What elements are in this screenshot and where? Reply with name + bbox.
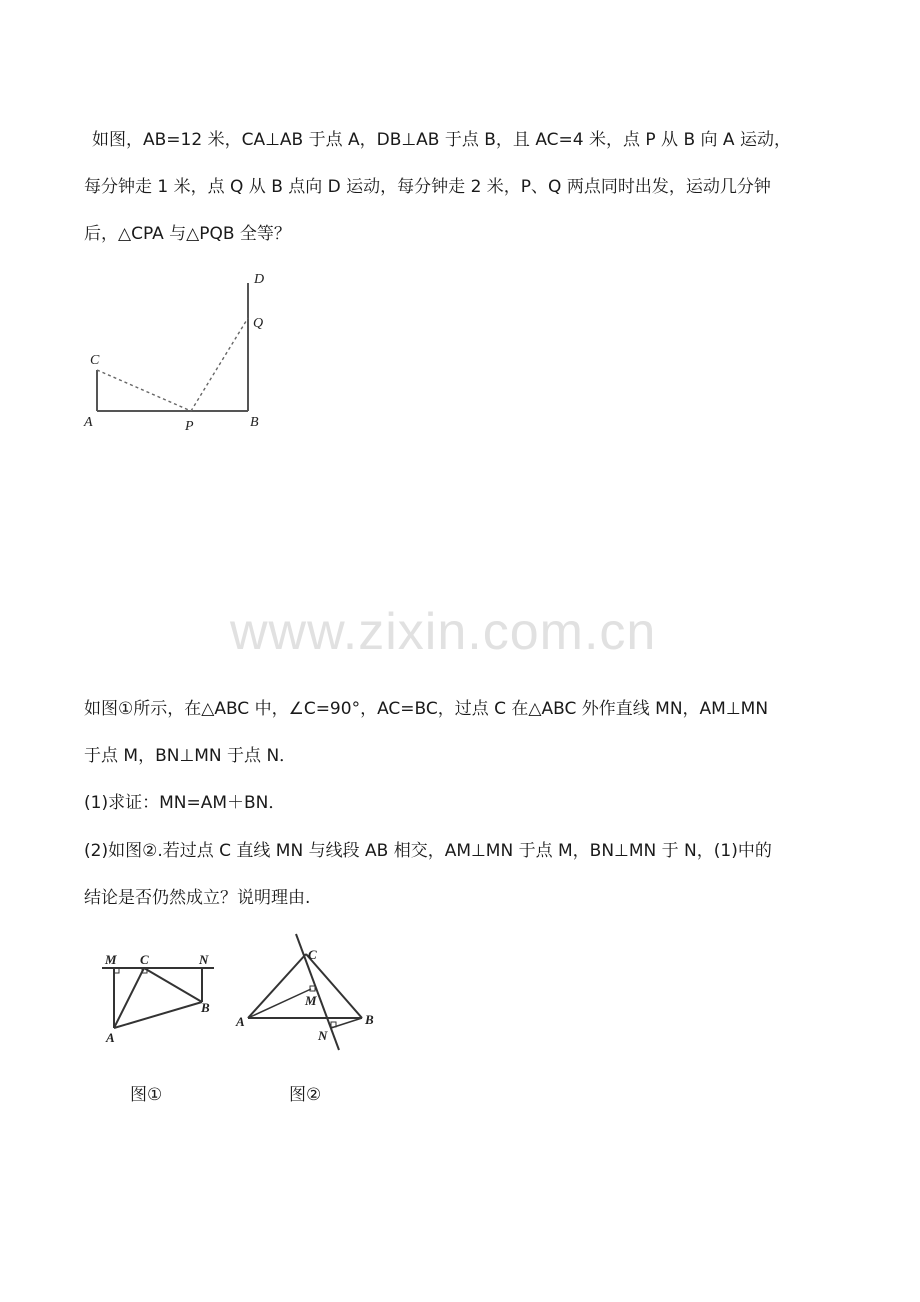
fig2-label-a: A	[236, 1014, 245, 1029]
fig1-label-a: A	[106, 1030, 115, 1045]
label-d: D	[254, 272, 265, 287]
fig2-label-m: M	[305, 993, 317, 1008]
dashed-pq	[191, 318, 248, 411]
label-a: A	[84, 415, 93, 430]
fig2-label-b: B	[365, 1012, 374, 1027]
fig1-label-b: B	[201, 1000, 210, 1015]
fig2-label-c: C	[308, 947, 317, 962]
dashed-cp	[97, 370, 191, 411]
problem1-text-line2: 每分钟走 1 米，点 Q 从 B 点向 D 运动，每分钟走 2 米，P、Q 两点同时出发，运动几分钟	[84, 177, 771, 197]
figure2	[232, 932, 382, 1052]
problem2-text-line4: (2)如图②.若过点 C 直线 MN 与线段 AB 相交，AM⊥MN 于点 M，BN⊥MN 于 N，(1)中的	[84, 841, 772, 861]
segment-ab	[114, 1002, 202, 1028]
watermark: www.zixin.com.cn	[230, 603, 657, 661]
segment-cb	[144, 968, 202, 1002]
problem2-text-line5: 结论是否仍然成立？说明理由.	[84, 888, 311, 908]
caption-figure1: 图①	[130, 1085, 163, 1105]
label-c: C	[90, 353, 100, 368]
label-b: B	[250, 415, 259, 430]
fig1-label-c: C	[140, 952, 149, 967]
problem2-text-line3: (1)求证：MN=AM＋BN．	[84, 793, 286, 813]
problem2-text-line2: 于点 M，BN⊥MN 于点 N．	[84, 746, 297, 766]
label-q: Q	[253, 316, 264, 331]
label-p: P	[185, 419, 194, 434]
fig2-label-n: N	[318, 1028, 328, 1043]
problem1-text-line3: 后，△CPA 与△PQB 全等？	[84, 224, 291, 244]
fig1-label-n: N	[199, 952, 209, 967]
segment-am	[248, 989, 311, 1018]
problem1-text-line1: 如图，AB=12 米，CA⊥AB 于点 A，DB⊥AB 于点 B，且 AC=4 米，点 P 从 B 向 A 运动，	[92, 130, 791, 150]
segment-ca	[248, 954, 306, 1018]
figure1	[100, 950, 230, 1050]
problem1-figure	[80, 268, 280, 438]
fig1-label-m: M	[105, 952, 117, 967]
segment-ac	[114, 968, 144, 1028]
problem2-text-line1: 如图①所示，在△ABC 中，∠C=90°，AC=BC，过点 C 在△ABC 外作直线 MN，AM⊥MN	[84, 699, 769, 719]
caption-figure2: 图②	[289, 1085, 322, 1105]
